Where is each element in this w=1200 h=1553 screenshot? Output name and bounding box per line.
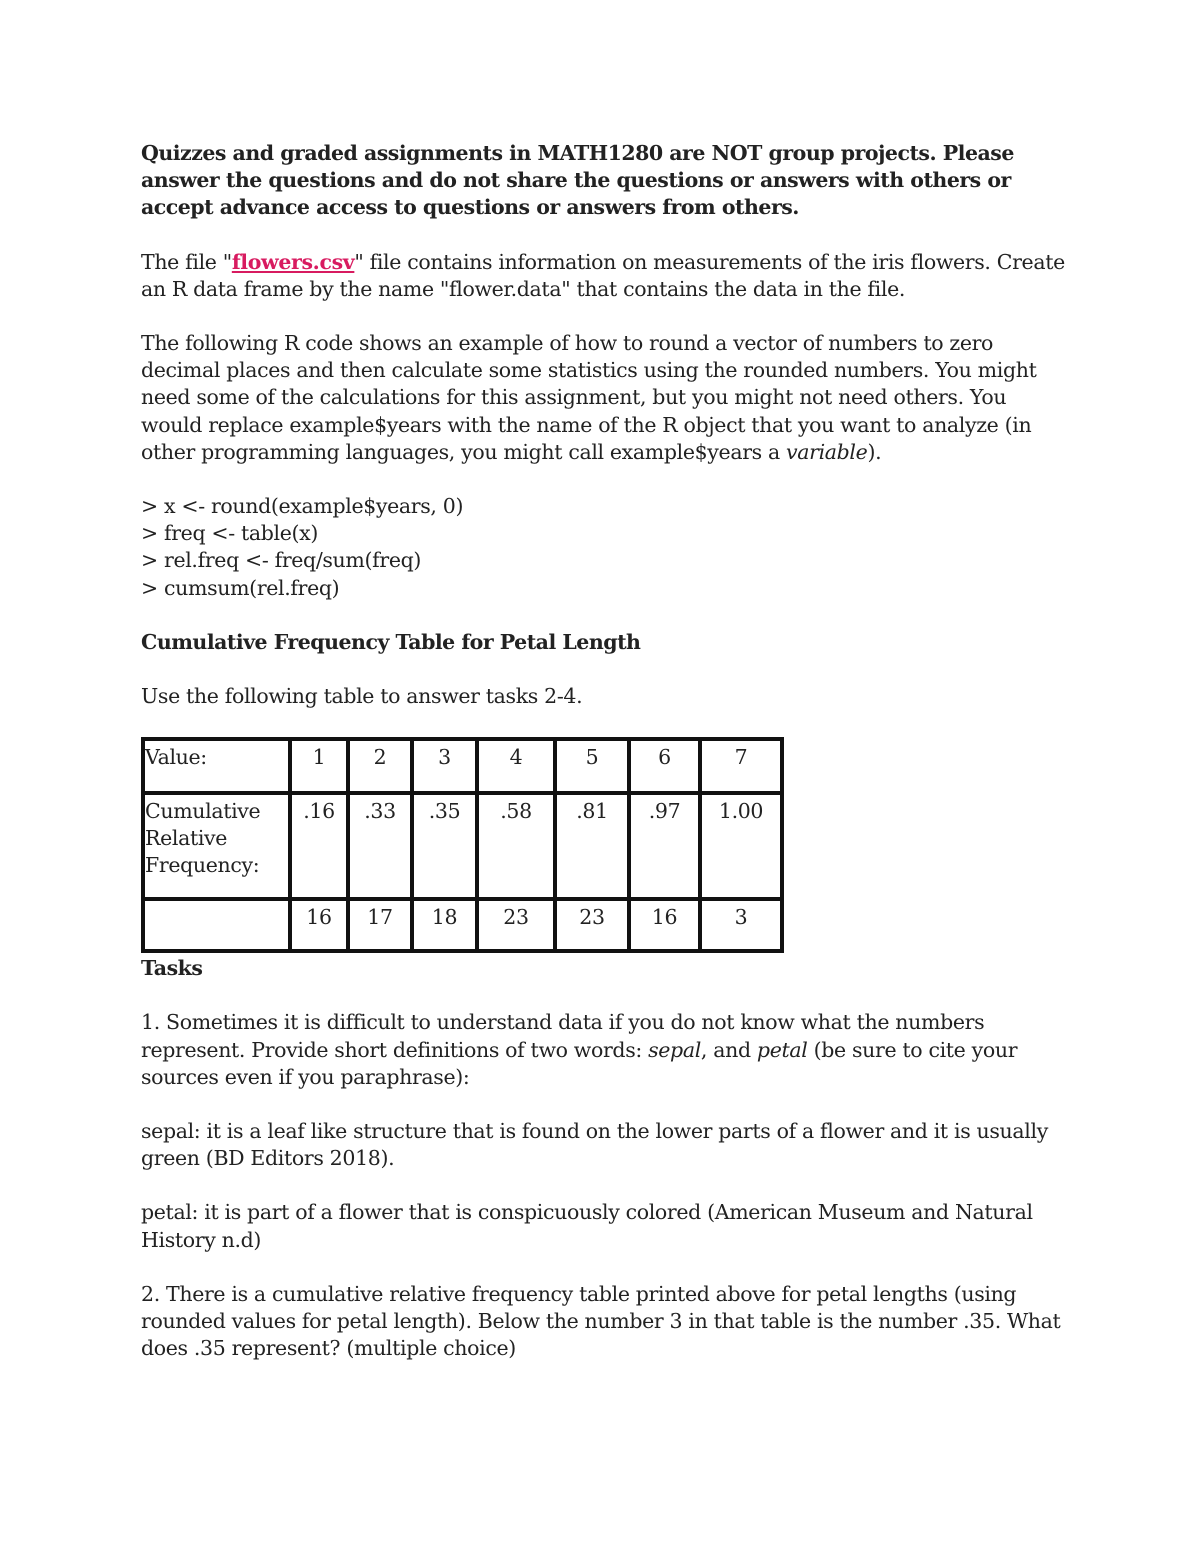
file-description-suffix: " file contains information on measurements of the iris flowers. Create an R data frame by the name "flower.data" that contains the data in the file. (141, 249, 1065, 301)
count-cell: 17 (348, 899, 412, 951)
cum-freq-cell: .16 (290, 793, 348, 899)
cum-freq-cell: .97 (629, 793, 700, 899)
task-1-text: 1. Sometimes it is difficult to understand data if you do not know what the numbers represent. Provide short definitions of two words: (141, 1010, 985, 1062)
code-line: > x <- round(example$years, 0) (141, 494, 464, 519)
petal-answer: petal: it is part of a flower that is conspicuously colored (American Museum and Natural History n.d) (141, 1200, 1033, 1252)
code-line: > rel.freq <- freq/sum(freq) (141, 548, 422, 573)
sepal-answer: sepal: it is a leaf like structure that is found on the lower parts of a flower and it is usually green (BD Editors 2018). (141, 1119, 1048, 1171)
task-1 (141, 1009, 1071, 1091)
table-instruction: Use the following table to answer tasks 2-4. (141, 684, 583, 709)
value-cell: 2 (348, 739, 412, 793)
count-cell: 23 (477, 899, 555, 951)
value-cell: 7 (700, 739, 782, 793)
task-2: 2. There is a cumulative relative frequency table printed above for petal lengths (using rounded values for petal length). Below the number 3 in that table is the number .35. What does .35 represent? (multiple choice) (141, 1281, 1061, 1361)
cum-freq-cell: 1.00 (700, 793, 782, 899)
table-row (143, 793, 782, 899)
task-1-end: (be sure to cite your sources even if you paraphrase): (141, 1037, 1018, 1089)
r-code-block (141, 493, 1071, 602)
table-row (143, 739, 782, 793)
cum-freq-cell: .33 (348, 793, 412, 899)
cum-freq-cell: .35 (412, 793, 477, 899)
value-cell: 1 (290, 739, 348, 793)
value-cell: 3 (412, 739, 477, 793)
code-intro-text: The following R code shows an example of how to round a vector of numbers to zero decimal places and then calculate some statistics using the rounded numbers. You might need some of the calculations for this assignment, but you might not need others. You would replace example$years with the name of the R object that you want to analyze (in other programming languages, you might call example$years a (141, 331, 1037, 464)
table-heading: Cumulative Frequency Table for Petal Length (141, 629, 641, 654)
tasks-heading: Tasks (141, 956, 203, 981)
cumulative-frequency-table (141, 737, 784, 953)
cumulative-row-label: Cumulative Relative Frequency: (143, 793, 290, 899)
count-row-label (143, 899, 290, 951)
count-cell: 23 (555, 899, 629, 951)
sepal-term: sepal (648, 1037, 701, 1062)
count-cell: 16 (290, 899, 348, 951)
value-cell: 5 (555, 739, 629, 793)
value-cell: 4 (477, 739, 555, 793)
integrity-warning: Quizzes and graded assignments in MATH1280 are NOT group projects. Please answer the questions and do not share the questions or answers with others or accept advance access to questions or answers from others. (141, 141, 1014, 220)
code-line: > cumsum(rel.freq) (141, 575, 340, 600)
count-cell: 3 (700, 899, 782, 951)
flowers-csv-link[interactable]: flowers.csv (231, 249, 355, 274)
cum-freq-cell: .81 (555, 793, 629, 899)
count-cell: 18 (412, 899, 477, 951)
code-line: > freq <- table(x) (141, 521, 318, 546)
cum-freq-cell: .58 (477, 793, 555, 899)
petal-term: petal (756, 1037, 808, 1062)
task-1-joiner: , and (700, 1037, 757, 1062)
value-cell: 6 (629, 739, 700, 793)
document-page (141, 140, 1071, 1389)
variable-term: variable (786, 439, 868, 464)
count-cell: 16 (629, 899, 700, 951)
file-description-prefix: The file " (141, 249, 232, 274)
code-intro-end: ). (867, 439, 882, 464)
value-row-label: Value: (143, 739, 290, 793)
table-row (143, 899, 782, 951)
code-intro (141, 330, 1071, 466)
file-description (141, 249, 1071, 303)
